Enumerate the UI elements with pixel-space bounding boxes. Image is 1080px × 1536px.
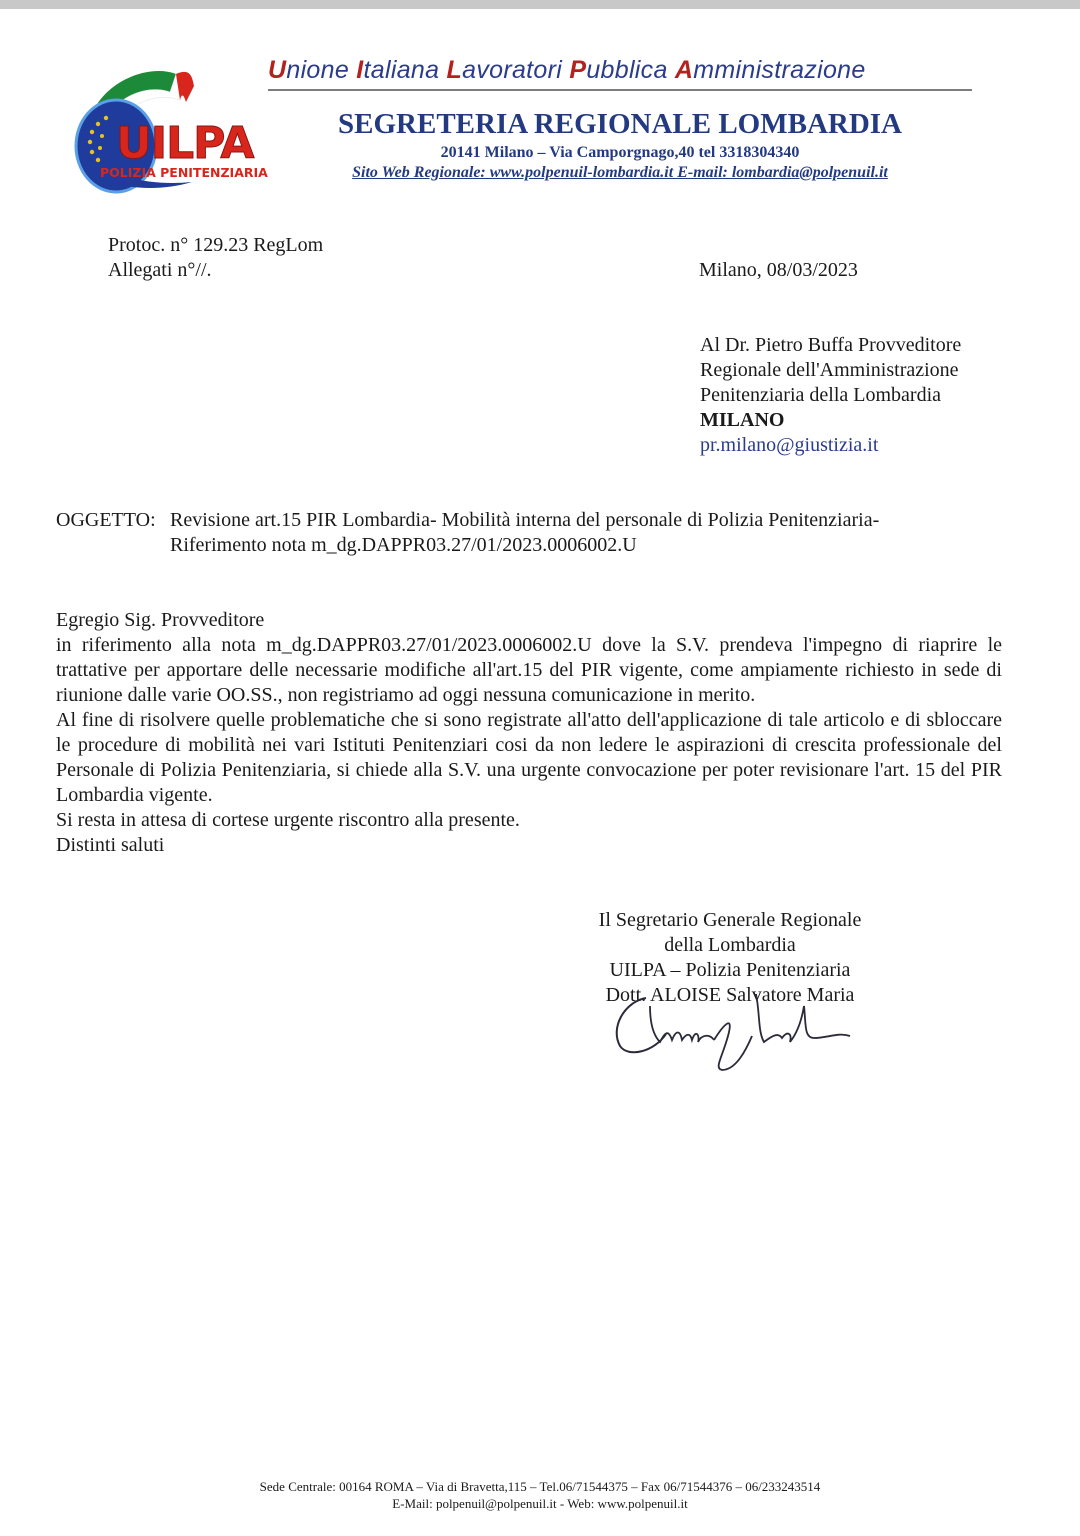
recipient-email-link[interactable]: pr.milano@giustizia.it — [700, 434, 879, 456]
subject-line: Riferimento nota m_dg.DAPPR03.27/01/2023.0006002.U — [170, 534, 637, 556]
subject-label: OGGETTO: — [56, 509, 156, 531]
segreteria-title: SEGRETERIA REGIONALE LOMBARDIA — [338, 108, 902, 140]
body-paragraph: in riferimento alla nota m_dg.DAPPR03.27/01/2023.0006002.U dove la S.V. prendeva l'impegno di riaprire le trattative per apportare delle necessarie modifiche all'art.15 del PIR vigente, come ampiamente richiesto in sede di riunione dalle varie OO.SS., non registriamo ad oggi nessuna comunicazione in merito. — [56, 634, 1002, 706]
recipient-city: MILANO — [700, 409, 785, 431]
logo-sub-text: POLIZIA PENITENZIARIA — [100, 165, 268, 180]
footer-address: Sede Centrale: 00164 ROMA – Via di Bravetta,115 – Tel.06/71544375 – Fax 06/71544376 – 06/233243514 — [259, 1479, 821, 1494]
union-title — [268, 56, 972, 85]
header-rule — [268, 89, 972, 91]
signatory-name: Dott. ALOISE Salvatore Maria — [605, 984, 855, 1006]
footer — [0, 1478, 1080, 1512]
signatory-region: della Lombardia — [664, 934, 796, 956]
union-word: Italiana — [356, 56, 447, 84]
closing-line: Distinti saluti — [56, 834, 165, 856]
recipient-line: Penitenziaria della Lombardia — [700, 384, 942, 406]
signatory-title: Il Segretario Generale Regionale — [598, 909, 862, 931]
union-word: Amministrazione — [674, 56, 866, 84]
logo-main-text: UILPA — [116, 118, 254, 169]
signatory-organization: UILPA – Polizia Penitenziaria — [609, 959, 851, 981]
footer-contacts: E-Mail: polpenuil@polpenuil.it - Web: www.polpenuil.it — [392, 1496, 688, 1511]
union-word: Pubblica — [569, 56, 675, 84]
top-bar — [0, 0, 1080, 9]
uilpa-logo — [72, 62, 268, 202]
handwritten-signature — [606, 984, 856, 1074]
closing-line: Si resta in attesa di cortese urgente riscontro alla presente. — [56, 809, 520, 831]
letter-date: Milano, 08/03/2023 — [699, 259, 858, 281]
union-word: Unione — [268, 56, 357, 84]
segreteria-address: 20141 Milano – Via Camporgnago,40 tel 3318304340 — [440, 144, 800, 161]
union-word: Lavoratori — [446, 56, 570, 84]
recipient-line: Al Dr. Pietro Buffa Provveditore — [700, 334, 962, 356]
greeting: Egregio Sig. Provveditore — [56, 609, 265, 631]
protocol-number: Protoc. n° 129.23 RegLom — [108, 234, 324, 256]
recipient-line: Regionale dell'Amministrazione — [700, 359, 959, 381]
subject-line: Revisione art.15 PIR Lombardia- Mobilità interna del personale di Polizia Penitenziaria- — [170, 509, 880, 531]
letter-body — [56, 608, 1002, 858]
attachments: Allegati n°//. — [108, 259, 212, 281]
body-paragraph: Al fine di risolvere quelle problematiche che si sono registrate all'atto dell'applicazione di tale articolo e di sbloccare le procedure di mobilità nei vari Istituti Penitenziari cosi da non ledere le aspirazioni di crescita professionale del Personale di Polizia Penitenziaria, si chiede alla S.V. una urgente convocazione per poter revisionare l'art. 15 del PIR Lombardia vigente. — [56, 709, 1002, 806]
segreteria-web-link[interactable]: Sito Web Regionale: www.polpenuil-lombardia.it E-mail: lombardia@polpenuil.it — [352, 164, 888, 181]
